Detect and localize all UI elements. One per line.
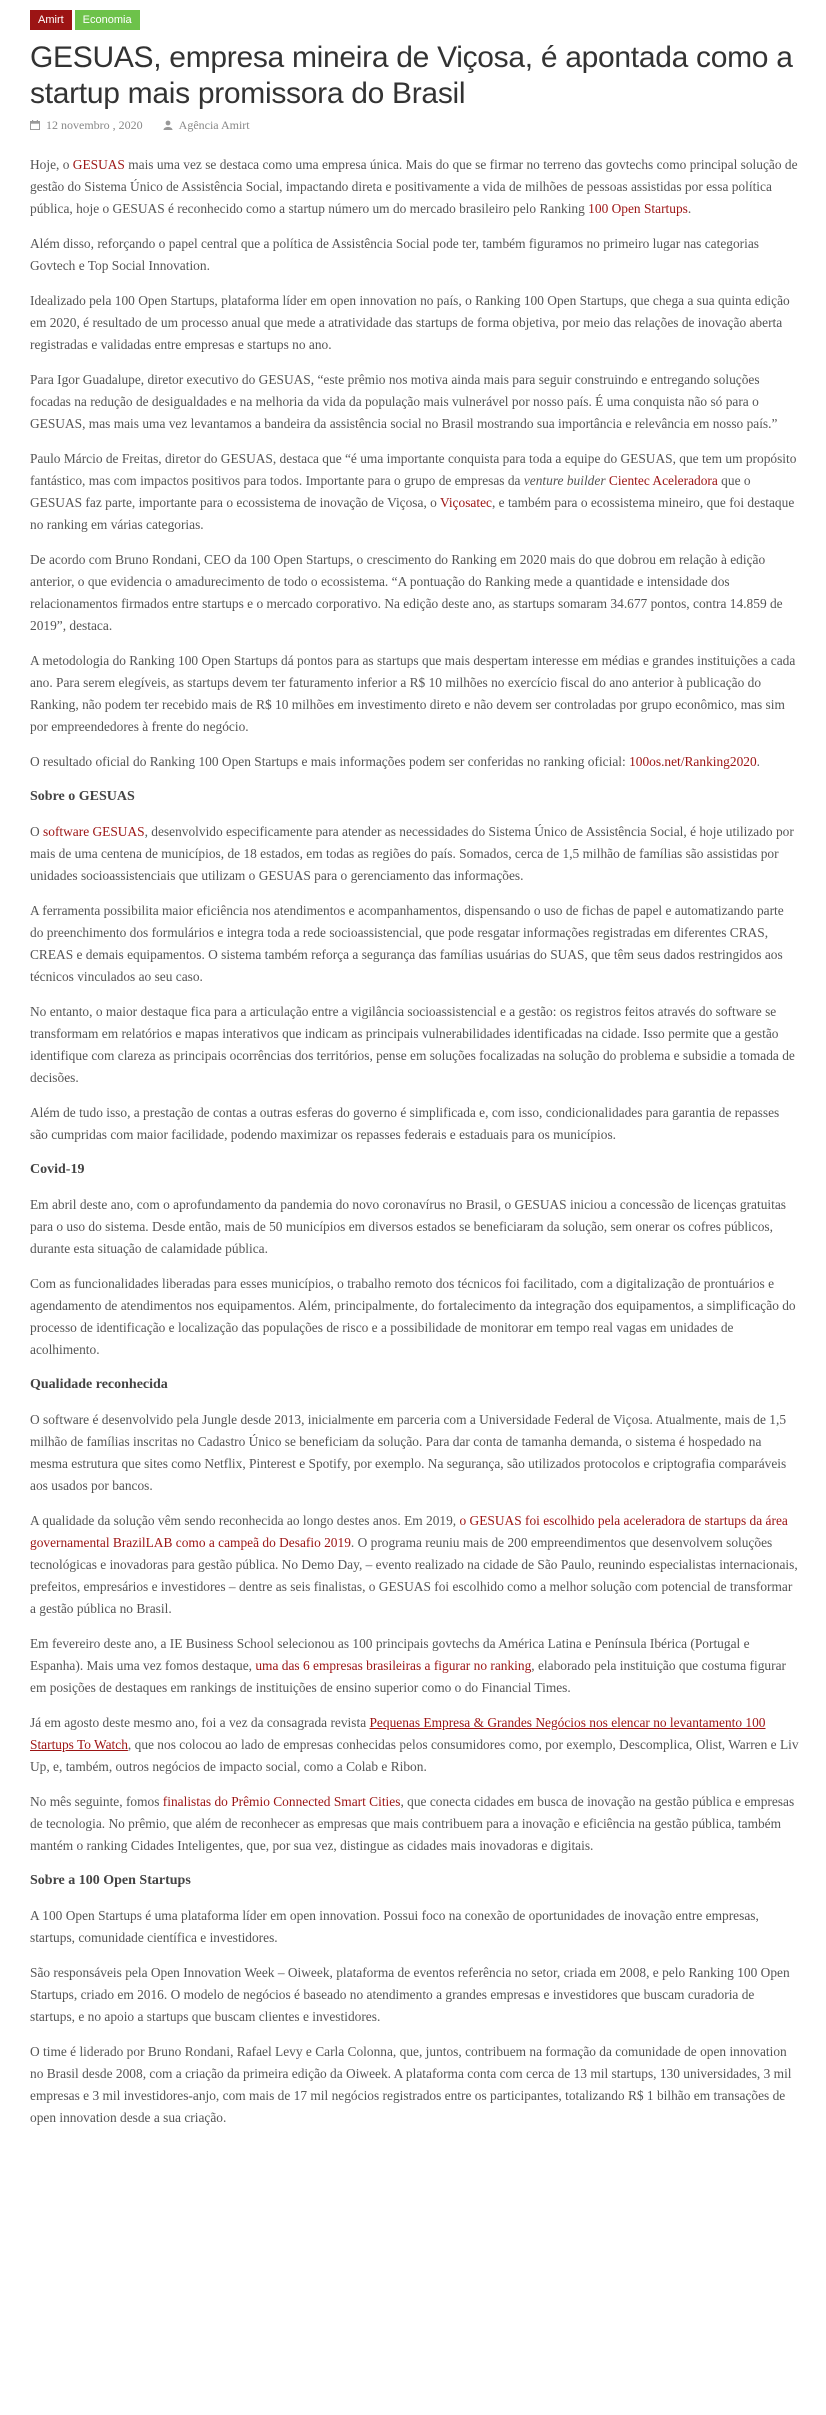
paragraph: Para Igor Guadalupe, diretor executivo do GESUAS, “este prêmio nos motiva ainda mais para seguir construindo e entregando soluções focadas na redução de desigualdades e na melhoria da vida da população mais vulnerável por nosso país. É uma conquista não só para o GESUAS, mas mais uma vez levantamos a bandeira da assistência social no Brasil mostrando sua importância e relevância em nosso país.”: [30, 372, 778, 431]
paragraph: Paulo Márcio de Freitas, diretor do GESUAS, destaca que “é uma importante conquista para toda a equipe do GESUAS, que tem um propósito fantástico, mas com impactos positivos para todos. Importante para o grupo de empresas da venture builder Cientec Aceleradora que o GESUAS faz parte, importante para o ecossistema de inovação de Viçosa, o Viçosatec, e também para o ecossistema mineiro, que foi destaque no ranking em várias categorias.: [30, 451, 797, 532]
paragraph: Além de tudo isso, a prestação de contas a outras esferas do governo é simplificada e, com isso, condicionalidades para garantia de repasses são cumpridas com maior facilidade, podendo maximizar os repasses federais e estaduais para os municípios.: [30, 1105, 780, 1142]
article-meta: [30, 118, 800, 136]
gesuas-link[interactable]: GESUAS: [72, 157, 125, 172]
category-tags: [30, 10, 800, 32]
paragraph: Já em agosto deste mesmo ano, foi a vez da consagrada revista Pequenas Empresa & Grandes Negócios nos elencar no levantamento 100 Startups To Watch, que nos colocou ao lado de empresas conhecidas pelos consumidores como, por exemplo, Descomplica, Olist, Warren e Liv Up, e, também, outros negócios de impacto social, como a Colab e Ribon.: [30, 1715, 799, 1774]
article-date: 12 novembro , 2020: [46, 118, 143, 132]
section-heading-100-open-startups: Sobre a 100 Open Startups: [30, 1873, 191, 1888]
paragraph: Com as funcionalidades liberadas para esses municípios, o trabalho remoto dos técnicos foi facilitado, com a digitalização de prontuários e agendamento de atendimentos nos equipamentos. Além, principalmente, do fortalecimento da integração dos equipamentos, a simplificação do processo de identificação e localização das populações de risco e a possibilidade de monitorar em tempo real vagas em unidades de acolhimento.: [30, 1276, 796, 1357]
paragraph: A qualidade da solução vêm sendo reconhecida ao longo destes anos. Em 2019, o GESUAS foi escolhido pela aceleradora de startups da área governamental BrazilLAB como a campeã do Desafio 2019. O programa reuniu mais de 200 empreendimentos que desenvolvem soluções tecnológicas e inovadoras para gestão pública. No Demo Day, – evento realizado na cidade de São Paulo, reunindo especialistas internacionais, prefeitos, empresários e investidores – dentre as seis finalistas, o GESUAS foi escolhido como a melhor solução com potencial de transformar a gestão pública no Brasil.: [30, 1513, 798, 1616]
paragraph: O software é desenvolvido pela Jungle desde 2013, inicialmente em parceria com a Universidade Federal de Viçosa. Atualmente, mais de 1,5 milhão de famílias inscritas no Cadastro Único se beneficiam da solução. Para dar conta de tamanha demanda, o sistema é hospedado na mesma estrutura que sites como Netflix, Pinterest e Spotify, por exemplo. Na segurança, são utilizados protocolos e criptografia comparáveis aos usados por bancos.: [30, 1412, 787, 1493]
100-open-startups-link[interactable]: 100 Open Startups: [588, 201, 688, 216]
tag-economia[interactable]: Economia: [75, 10, 140, 30]
section-heading-covid: Covid-19: [30, 1162, 85, 1177]
section-heading-qualidade: Qualidade reconhecida: [30, 1377, 168, 1392]
tag-amirt[interactable]: Amirt: [30, 10, 72, 30]
paragraph: Em abril deste ano, com o aprofundamento da pandemia do novo coronavírus no Brasil, o GESUAS iniciou a concessão de licenças gratuitas para o uso do sistema. Desde então, mais de 50 municípios em diversos estados se beneficiaram da solução, sem onerar os cofres públicos, durante esta situação de calamidade pública.: [30, 1197, 786, 1256]
cientec-aceleradora-link[interactable]: Cientec Aceleradora: [608, 473, 718, 488]
ranking-2020-link[interactable]: 100os.net/Ranking2020: [629, 754, 757, 769]
paragraph: No entanto, o maior destaque fica para a articulação entre a vigilância socioassistencial e a gestão: os registros feitos através do software se transformam em relatórios e mapas interativos que indicam as principais vulnerabilidades identificadas na cidade. Isso permite que a gestão identifique com clareza as principais ocorrências dos territórios, pense em soluções focalizadas na solução do problema e subsidie a tomada de decisões.: [30, 1004, 795, 1085]
ie-ranking-link[interactable]: uma das 6 empresas brasileiras a figurar no ranking: [255, 1658, 532, 1673]
paragraph: A ferramenta possibilita maior eficiência nos atendimentos e acompanhamentos, dispensando o uso de fichas de papel e automatizando parte do preenchimento dos formulários e integra toda a rede socioassistencial, que pode resgatar informações registradas em diferentes CRAS, CREAS e demais equipamentos. O sistema também reforça a segurança das famílias usuárias do SUAS, que têm seus dados restringidos aos técnicos vinculados ao seu caso.: [30, 903, 784, 984]
paragraph: Além disso, reforçando o papel central que a política de Assistência Social pode ter, também figuramos no primeiro lugar nas categorias Govtech e Top Social Innovation.: [30, 236, 760, 273]
paragraph: No mês seguinte, fomos finalistas do Prêmio Connected Smart Cities, que conecta cidades em busca de inovação na gestão pública e empresas de tecnologia. No prêmio, que além de reconhecer as empresas que mais contribuem para a inovação e eficiência na gestão pública, também mantém o ranking Cidades Inteligentes, que, por sua vez, distingue as cidades mais inovadoras e digitais.: [30, 1794, 795, 1853]
pegn-startups-link[interactable]: Pequenas Empresa & Grandes Negócios nos elencar no levantamento 100 Startups To Watch: [30, 1715, 766, 1752]
user-icon: [163, 120, 173, 130]
paragraph: A metodologia do Ranking 100 Open Startups dá pontos para as startups que mais despertam interesse em médias e grandes instituições a cada ano. Para serem elegíveis, as startups devem ter faturamento inferior a R$ 10 milhões no exercício fiscal do ano anterior à publicação do Ranking, não podem ter recebido mais de R$ 10 milhões em investimento direto e não devem ser controladas por grupo econômico, mas sim por empreendedores à frente do negócio.: [30, 653, 796, 734]
connected-smart-cities-link[interactable]: finalistas do Prêmio Connected Smart Cities: [162, 1794, 401, 1809]
article-author[interactable]: Agência Amirt: [178, 118, 250, 132]
article-title: GESUAS, empresa mineira de Viçosa, é apontada como a startup mais promissora do Brasil: [30, 41, 793, 110]
paragraph: Idealizado pela 100 Open Startups, plataforma líder em open innovation no país, o Ranking 100 Open Startups, que chega a sua quinta edição em 2020, é resultado de um processo anual que mede a atratividade das startups de forma objetiva, por meio das relações de inovação aberta registradas e validadas entre empresas e startups no ano.: [30, 293, 790, 352]
paragraph: O time é liderado por Bruno Rondani, Rafael Levy e Carla Colonna, que, juntos, contribuem na formação da comunidade de open innovation no Brasil desde 2008, com a criação da primeira edição da Oiweek. A plataforma conta com cerca de 13 mil startups, 130 universidades, 3 mil empresas e 3 mil investidores-anjo, com mais de 17 mil negócios registrados entre os participantes, totalizando R$ 1 bilhão em transações de open innovation desde a sua criação.: [30, 2044, 792, 2125]
calendar-icon: [30, 120, 40, 130]
paragraph: O software GESUAS, desenvolvido especificamente para atender as necessidades do Sistema Único de Assistência Social, é hoje utilizado por mais de uma centena de municípios, de 18 estados, em todas as regiões do país. Somados, cerca de 1,5 milhão de famílias são assistidas por unidades socioassistenciais que utilizam o GESUAS para o gerenciamento das informações.: [30, 824, 794, 883]
vicosatec-link[interactable]: Viçosatec: [439, 495, 492, 510]
article: [30, 10, 800, 2142]
paragraph: O resultado oficial do Ranking 100 Open Startups e mais informações podem ser conferidas no ranking oficial: 100os.net/Ranking2020.: [30, 754, 761, 769]
brazillab-link[interactable]: o GESUAS foi escolhido pela aceleradora de startups da área governamental BrazilLAB como a campeã do Desafio 2019: [30, 1513, 788, 1550]
section-heading-sobre-gesuas: Sobre o GESUAS: [30, 789, 135, 804]
paragraph: A 100 Open Startups é uma plataforma líder em open innovation. Possui foco na conexão de oportunidades de inovação entre empresas, startups, comunidade científica e investidores.: [30, 1908, 759, 1945]
software-gesuas-link[interactable]: software GESUAS: [43, 824, 145, 839]
paragraph: De acordo com Bruno Rondani, CEO da 100 Open Startups, o crescimento do Ranking em 2020 mais do que dobrou em relação à edição anterior, o que evidencia o amadurecimento de todo o ecossistema. “A pontuação do Ranking mede a quantidade e intensidade dos relacionamentos firmados entre startups e o mercado corporativo. Na edição deste ano, as startups somaram 34.677 pontos, contra 14.859 de 2019”, destaca.: [30, 552, 783, 633]
article-body: [30, 154, 800, 2129]
paragraph: Em fevereiro deste ano, a IE Business School selecionou as 100 principais govtechs da América Latina e Península Ibérica (Portugal e Espanha). Mais uma vez fomos destaque, uma das 6 empresas brasileiras a figurar no ranking, elaborado pela instituição que costuma figurar em posições de destaques em rankings de instituições de ensino superior como o do Financial Times.: [30, 1636, 786, 1695]
paragraph: Hoje, o GESUAS mais uma vez se destaca como uma empresa única. Mais do que se firmar no terreno das govtechs como principal solução de gestão do Sistema Único de Assistência Social, impactando direta e positivamente a vida de milhões de pessoas assistidas por essa política pública, hoje o GESUAS é reconhecido como a startup número um do mercado brasileiro pelo Ranking 100 Open Startups.: [30, 157, 798, 216]
paragraph: São responsáveis pela Open Innovation Week – Oiweek, plataforma de eventos referência no setor, criada em 2008, e pelo Ranking 100 Open Startups, criado em 2016. O modelo de negócios é baseado no atendimento a grandes empresas e investidores que buscam curadoria de startups, e no apoio a startups que buscam clientes e investidores.: [30, 1965, 790, 2024]
